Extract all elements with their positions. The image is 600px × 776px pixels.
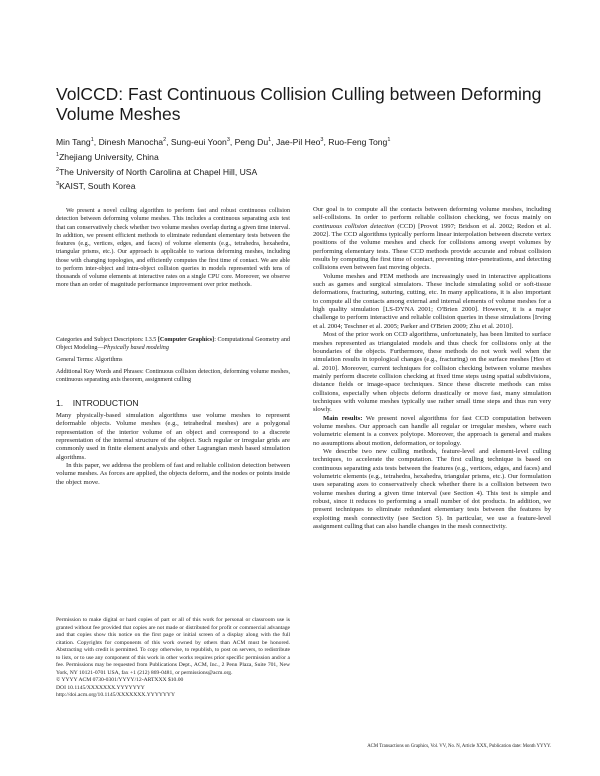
section-heading: 1. INTRODUCTION — [56, 398, 139, 408]
permission-notice: Permission to make digital or hard copies of part or all of this work for personal or classroom use is granted without fee provided that copies are not made or distributed for profit or commercial advantage and that copies show this notice on the first page or initial screen of a display along with the full citation. Copyrights for components of this work owned by others than ACM must be honored. Abstracting with credit is permitted. To copy otherwise, to republish, to post on servers, to redistribute to lists, or to use any component of this work in other works requires prior specific permission and/or a fee. Permissions may be requested from Publications Dept., ACM, Inc., 2 Penn Plaza, Suite 701, New York, NY 10121-0701 USA, fax +1 (212) 869-0481, or permissions@acm.org. © YYYY ACM 0730-0301/YYYY/12-ARTXXX $10.00 DOI 10.1145/XXXXXXX.YYYYYYY http://doi.acm.org/10.1145/XXXXXXX.YYYYYYY — [56, 617, 290, 699]
paper-title: VolCCD: Fast Continuous Collision Culling between Deforming Volume Meshes — [56, 84, 542, 124]
affiliation: $^2$The University of North Carolina at Chapel Hill, USA — [56, 167, 258, 177]
introduction-text — [56, 412, 290, 487]
paragraph: Many physically-based simulation algorithms use volume meshes to represent deformable objects. Volume meshes (e.g., tetrahedral meshes) are a polygonal representation of the interior volume of an object and correspond to a discrete representation of the internal structure of the object. Such regular or irregular grids are commonly used in finite element analysis and other Lagrangian mesh based simulation algorithms. — [56, 412, 290, 461]
paragraph: Main results: We present novel algorithms for fast CCD computation between volume meshes. Our approach can handle all regular or irregular meshes, where each volumetric element is a convex polytope. Moreover, the approach is general and makes no assumptions about motion, deformation, or topology. — [313, 414, 551, 447]
affiliation: $^3$KAIST, South Korea — [56, 181, 136, 191]
categories: Categories and Subject Descriptors: I.3.5 [Computer Graphics]: Computational Geometry and Object Modeling—Physically based modeling — [56, 337, 290, 352]
doi-link[interactable]: http://doi.acm.org/10.1145/XXXXXXX.YYYYYYY — [56, 692, 176, 699]
affiliation: $^1$Zhejiang University, China — [56, 152, 159, 162]
author-list: Min Tang$^1$, Dinesh Manocha$^2$, Sung-eui Yoon$^3$, Peng Du$^1$, Jae-Pil Heo$^3$, Ruo-Feng Tong$^1$ — [56, 137, 391, 147]
author: Min Tang$^1$ — [56, 137, 94, 147]
author: Jae-Pil Heo$^3$ — [275, 137, 324, 147]
keywords: Additional Key Words and Phrases: Continuous collision detection, deforming volume meshes, continuous separating axis theorem, assignment culling — [56, 369, 290, 384]
general-terms: General Terms: Algorithms — [56, 357, 123, 363]
page-footer: ACM Transactions on Graphics, Vol. VV, No. N, Article XXX, Publication date: Month YYYY. — [367, 744, 551, 749]
author: Peng Du$^1$ — [234, 137, 272, 147]
author: Sung-eui Yoon$^3$ — [170, 137, 230, 147]
author: Ruo-Feng Tong$^1$ — [328, 137, 391, 147]
right-column-text — [313, 206, 551, 531]
author: Dinesh Manocha$^2$ — [98, 137, 167, 147]
paragraph: Our goal is to compute all the contacts between deforming volume meshes, including self-collisions. In order to perform reliable collision checking, we focus mainly on continuous collision detection (CCD) [Provot 1997; Bridson et al. 2002; Redon et al. 2002]. The CCD algorithms typically perform linear interpolation between discrete vertex positions of the volume meshes and check for collisions among swept volumes by performing elementary tests. These CCD methods provide accurate and robust collision results by computing the first time of contact, preventing inter-penetrations, and detecting collisions even between fast moving objects. — [313, 206, 551, 272]
paragraph: In this paper, we address the problem of fast and reliable collision detection between volume meshes. As forces are applied, the objects deform, and the nodes or points inside the object move. — [56, 462, 290, 486]
abstract-text: We present a novel culling algorithm to perform fast and robust continuous collision detection between deforming volume meshes. This includes a continuous separating axis test that can conservatively check whether two volume meshes overlap during a given time interval. In addition, we present efficient methods to eliminate redundant elementary tests between the features (e.g., vertices, edges, and faces) of volume elements (e.g., tetrahedra, hexahedra, triangular prisms, etc.). Our approach is applicable to various deforming meshes, including those with changing topologies, and efficiently computes the first time of contact. We are able to perform inter-object and intra-object collision queries in models represented with tens of thousands of volume elements at interactive rates on a single CPU core. Moreover, we observe more than an order of magnitude performance improvement over prior methods. — [56, 208, 290, 289]
paragraph: Most of the prior work on CCD algorithms, unfortunately, has been limited to surface meshes represented as triangulated models and thus check for collisions only at the boundaries of the objects. Furthermore, these methods do not work well when the simulation results in topological changes (e.g., fracturing) on the surface meshes [Heo et al. 2010]. Moreover, current techniques for collision checking between volume meshes mainly perform discrete collision checking at fixed time steps using spatial subdivisions, distance fields or image-space techniques. Since these discrete methods can miss collisions, especially when objects deform drastically or move fast, many simulation techniques with volume meshes typically use rather small time steps and thus run very slowly. — [313, 331, 551, 414]
paragraph: Volume meshes and FEM methods are increasingly used in interactive applications such as games and surgical simulators. These include simulating solid or soft-tissue deformations, fracturing, suturing, cutting, etc. In many applications, it is also important to compute all the contacts among external and internal elements of volume meshes for a high quality simulation [LS-DYNA 2001; O'Brien 2000]. However, it is a major challenge to perform interactive and reliable collision queries in these simulations [Irving et al. 2004; Teschner et al. 2005; Parker and O'Brien 2009; Zhu et al. 2010]. — [313, 272, 551, 330]
abstract — [56, 207, 290, 290]
paragraph: We describe two new culling methods, feature-level and element-level culling techniques, to accelerate the computation. The first culling technique is based on continuous separating axis tests between the features (e.g., vertices, edges, and faces) and volumetric elements (e.g., tetrahedra, hexahedra, triangular prisms, etc.). Our formulation uses separating axes to conservatively check whether there is a collision between two volume meshes during a given time interval (see Section 4). This test is simple and robust, since it reduces to performing a small number of dot products. In addition, we present techniques to eliminate redundant elementary tests between the features by exploiting mesh connectivity (see Section 5). In particular, we use a feature-level assignment culling that can also handle changes in the mesh connectivity. — [313, 447, 551, 531]
